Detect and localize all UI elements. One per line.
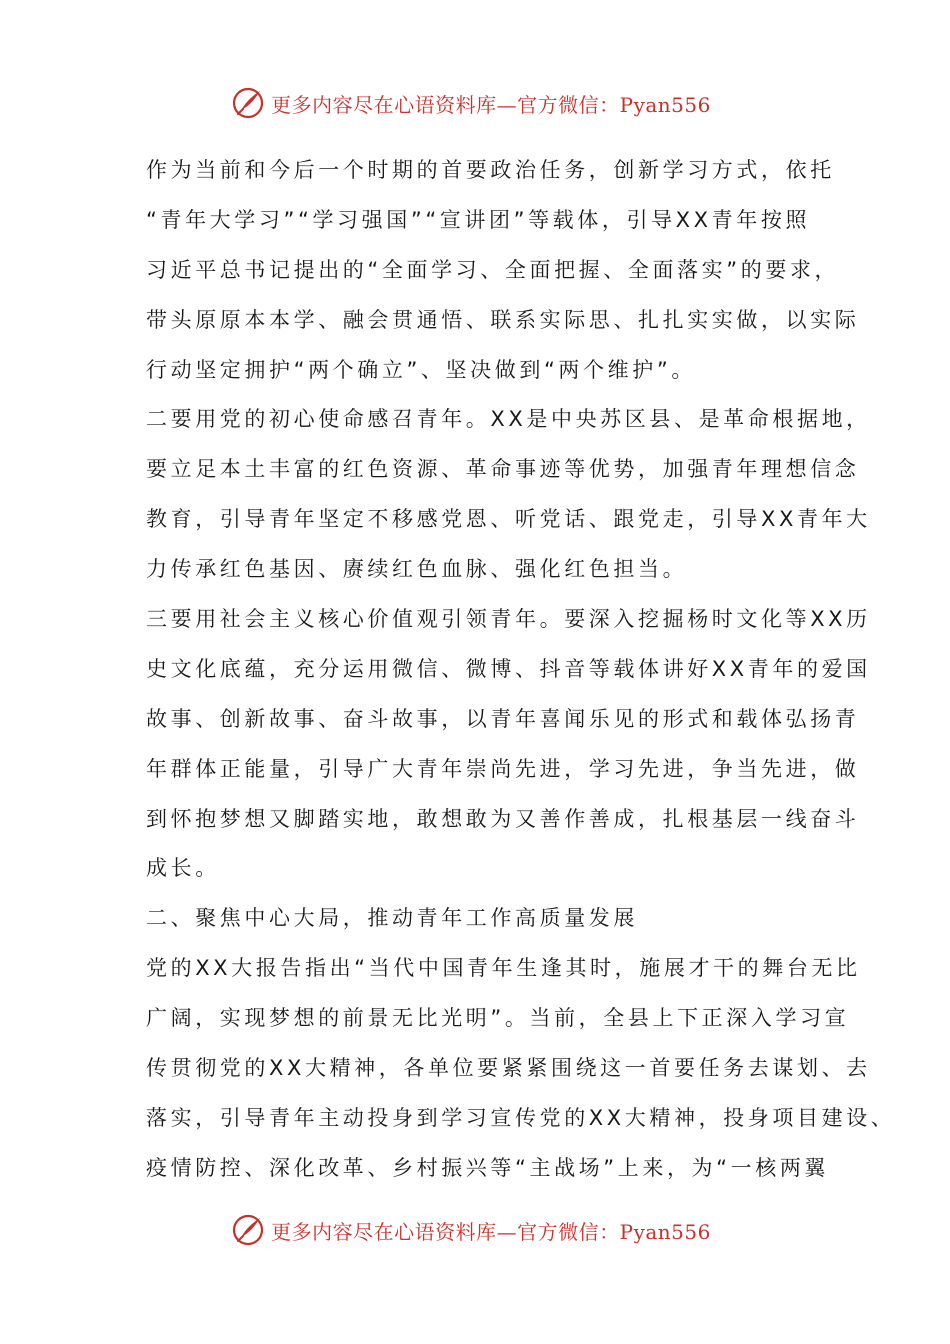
text-line: 三要用社会主义核心价值观引领青年。要深入挖掘杨时文化等XX历	[146, 607, 871, 632]
text-line: 史文化底蕴，充分运用微信、微博、抖音等载体讲好XX青年的爱国	[146, 656, 871, 681]
text-line: 传贯彻党的XX大精神，各单位要紧紧围绕这一首要任务去谋划、去	[146, 1056, 871, 1081]
text-line: 习近平总书记提出的“全面学习、全面把握、全面落实”的要求，	[146, 257, 840, 282]
text-line: 年群体正能量，引导广大青年崇尚先进，学习先进，争当先进，做	[146, 756, 860, 781]
quill-pen-circle-icon	[231, 1213, 265, 1247]
text-line: 力传承红色基因、赓续红色血脉、强化红色担当。	[146, 557, 688, 582]
text-line: 教育，引导青年坚定不移感党恩、听党话、跟党走，引导XX青年大	[146, 507, 871, 532]
section-heading: 二、聚焦中心大局，推动青年工作高质量发展	[146, 906, 638, 931]
text-line: 落实，引导青年主动投身到学习宣传党的XX大精神，投身项目建设、	[146, 1105, 896, 1130]
footer-banner-content	[231, 1213, 711, 1247]
text-line: 故事、创新故事、奋斗故事，以青年喜闻乐见的形式和载体弘扬青	[146, 706, 860, 731]
document-body	[146, 146, 896, 1194]
text-line: 广阔，实现梦想的前景无比光明”。当前，全县上下正深入学习宣	[146, 1006, 850, 1031]
text-line: 党的XX大报告指出“当代中国青年生逢其时，施展才干的舞台无比	[146, 956, 861, 981]
text-line: 带头原原本本学、融会贯通悟、联系实际思、扎扎实实做，以实际	[146, 307, 860, 332]
header-banner-text: 更多内容尽在心语资料库—官方微信：Pyan556	[271, 92, 711, 117]
header-banner	[0, 83, 950, 123]
text-line: 疫情防控、深化改革、乡村振兴等“主战场”上来，为“一核两翼	[146, 1155, 830, 1180]
text-line: 要立足本土丰富的红色资源、革命事迹等优势，加强青年理想信念	[146, 457, 860, 482]
text-line: 行动坚定拥护“两个确立”、坚决做到“两个维护”。	[146, 357, 696, 382]
header-banner-content	[231, 86, 711, 120]
text-line: 二要用党的初心使命感召青年。XX是中央苏区县、是革命根据地，	[146, 407, 871, 432]
text-line: 作为当前和今后一个时期的首要政治任务，创新学习方式，依托	[146, 158, 835, 182]
text-line: “青年大学习”“学习强国”“宣讲团”等载体，引导XX青年按照	[146, 207, 811, 232]
text-line: 到怀抱梦想又脚踏实地，敢想敢为又善作善成，扎根基层一线奋斗	[146, 806, 860, 831]
footer-banner	[0, 1210, 950, 1250]
text-line: 成长。	[146, 856, 220, 881]
quill-pen-circle-icon	[231, 86, 265, 120]
footer-banner-text: 更多内容尽在心语资料库—官方微信：Pyan556	[271, 1219, 711, 1244]
